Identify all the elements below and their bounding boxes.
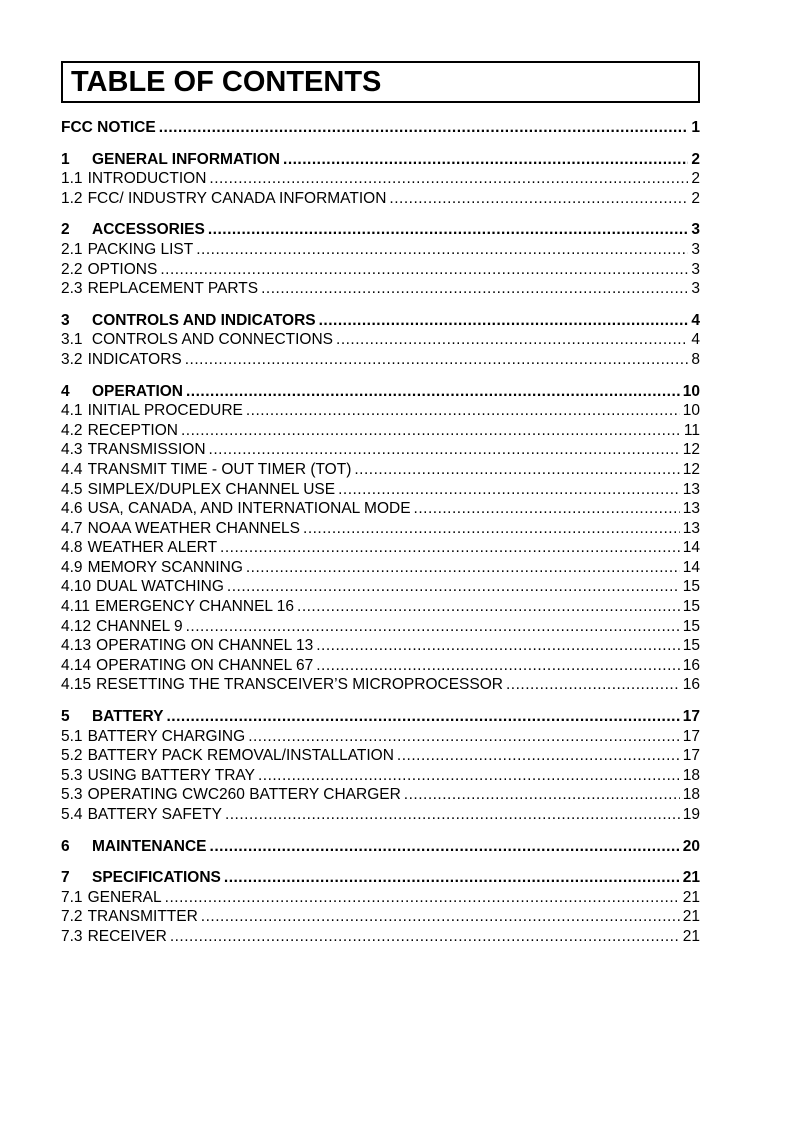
toc-subsection-entry[interactable] xyxy=(61,888,700,908)
toc-entry-title: RECEPTION xyxy=(87,421,178,439)
toc-page-number: 12 xyxy=(682,441,700,459)
toc-entry-number: 5.2 xyxy=(61,747,83,765)
dot-leader xyxy=(201,907,680,927)
toc-section-entry[interactable] xyxy=(61,150,700,170)
toc-entry-title: INTRODUCTION xyxy=(87,170,207,188)
toc-subsection-entry[interactable] xyxy=(61,656,700,676)
toc-entry-number: 7.2 xyxy=(61,908,83,926)
toc-page-number: 18 xyxy=(682,786,700,804)
toc-entry-number: 4.11 xyxy=(61,598,91,616)
toc-entry-number: 3.2 xyxy=(61,350,83,368)
toc-page-number: 15 xyxy=(682,598,700,616)
toc-entry-number: 5.3 xyxy=(61,766,83,784)
toc-entry-label-group xyxy=(61,558,243,578)
toc-page-number: 21 xyxy=(682,908,700,926)
toc-entry-number: 7.3 xyxy=(61,927,83,945)
page-title: TABLE OF CONTENTS xyxy=(71,65,382,98)
toc-page-number: 1 xyxy=(691,119,700,136)
toc-page-number: 15 xyxy=(682,637,700,655)
toc-entry-label-group xyxy=(61,118,156,138)
dot-leader xyxy=(181,421,681,441)
toc-subsection-entry[interactable] xyxy=(61,766,700,786)
toc-page-number: 16 xyxy=(682,676,700,694)
toc-group xyxy=(61,382,700,696)
toc-section-entry[interactable] xyxy=(61,220,700,240)
toc-entry-label-group xyxy=(61,421,178,441)
toc-entry-title: MEMORY SCANNING xyxy=(87,558,243,576)
toc-page-number: 4 xyxy=(691,311,700,329)
toc-section-entry[interactable] xyxy=(61,382,700,402)
toc-entry-title: USA, CANADA, AND INTERNATIONAL MODE xyxy=(87,500,411,518)
toc-entry-number: 5.1 xyxy=(61,727,83,745)
toc-entry-title: GENERAL xyxy=(87,888,162,906)
toc-subsection-entry[interactable] xyxy=(61,260,700,280)
toc-entry-title: PACKING LIST xyxy=(87,240,194,258)
toc-entry-label-group xyxy=(61,675,503,695)
toc-entry-label-group xyxy=(61,888,162,908)
toc-page-number: 2 xyxy=(691,150,700,168)
toc-subsection-entry[interactable] xyxy=(61,330,700,350)
toc-entry-number: 4.3 xyxy=(61,441,83,459)
toc-subsection-entry[interactable] xyxy=(61,538,700,558)
toc-entry-title: CONTROLS AND CONNECTIONS xyxy=(87,331,334,349)
toc-subsection-entry[interactable] xyxy=(61,805,700,825)
toc-page-number: 13 xyxy=(682,480,700,498)
toc-page-number: 3 xyxy=(691,260,700,278)
toc-subsection-entry[interactable] xyxy=(61,279,700,299)
dot-leader xyxy=(186,617,680,637)
toc-entry-title: CHANNEL 9 xyxy=(96,617,183,635)
toc-entry-title: FCC/ INDUSTRY CANADA INFORMATION xyxy=(87,189,387,207)
toc-subsection-entry[interactable] xyxy=(61,169,700,189)
toc-entry-title: USING BATTERY TRAY xyxy=(87,766,255,784)
toc-entry-number: 7 xyxy=(61,869,70,887)
toc-subsection-entry[interactable] xyxy=(61,401,700,421)
dot-leader xyxy=(354,460,679,480)
toc-page-number: 10 xyxy=(682,382,700,400)
toc-entry-label-group xyxy=(61,499,411,519)
toc-entry-number: 2 xyxy=(61,221,70,239)
toc-page-number: 17 xyxy=(682,747,700,765)
toc-page-number: 19 xyxy=(682,806,700,823)
toc-entry-title: OPERATION xyxy=(92,382,183,400)
toc-page-number: 11 xyxy=(683,421,700,439)
dot-leader xyxy=(166,707,679,727)
dot-leader xyxy=(159,118,689,138)
toc-subsection-entry[interactable] xyxy=(61,558,700,578)
toc-entry-number: 4.4 xyxy=(61,460,83,478)
toc-entry-number: 3 xyxy=(61,311,70,329)
toc-entry-number: 4.6 xyxy=(61,500,83,518)
toc-subsection-entry[interactable] xyxy=(61,785,700,805)
toc-entry-label-group xyxy=(61,260,157,280)
toc-page-number: 2 xyxy=(691,189,700,207)
toc-entry-number: 2.3 xyxy=(61,280,83,298)
toc-entry-title: DUAL WATCHING xyxy=(96,578,224,596)
toc-subsection-entry[interactable] xyxy=(61,617,700,637)
toc-entry-label-group xyxy=(61,330,333,350)
toc-entry-number: 4.14 xyxy=(61,656,92,674)
dot-leader xyxy=(210,837,680,857)
toc-entry-number: 7.1 xyxy=(61,888,83,906)
toc-subsection-entry[interactable] xyxy=(61,350,700,370)
toc-entry-label-group xyxy=(61,440,206,460)
dot-leader xyxy=(414,499,680,519)
toc-page-number: 16 xyxy=(682,656,700,674)
toc-group xyxy=(61,868,700,946)
toc-entry-label-group xyxy=(61,169,206,189)
toc-entry-number: 4.5 xyxy=(61,480,83,498)
toc-entry-title: BATTERY CHARGING xyxy=(87,727,246,745)
toc-page-number: 4 xyxy=(691,331,700,349)
toc-page xyxy=(61,61,700,959)
dot-leader xyxy=(316,656,680,676)
toc-page-number: 12 xyxy=(682,460,700,478)
toc-entry-label-group xyxy=(61,189,386,209)
toc-subsection-entry[interactable] xyxy=(61,189,700,209)
toc-group xyxy=(61,837,700,857)
toc-entry-label-group xyxy=(61,927,167,947)
toc-entry-label-group xyxy=(61,150,280,170)
toc-page-number: 17 xyxy=(682,727,700,745)
toc-entry-label-group xyxy=(61,279,258,299)
dot-leader xyxy=(165,888,680,908)
toc-entry-label-group xyxy=(61,868,221,888)
toc-group xyxy=(61,150,700,209)
toc-entry-title: TRANSMIT TIME - OUT TIMER (TOT) xyxy=(87,460,352,478)
toc-entry-label-group xyxy=(61,519,300,539)
dot-leader xyxy=(170,927,680,947)
dot-leader xyxy=(397,746,680,766)
toc-page-number: 17 xyxy=(682,708,700,726)
dot-leader xyxy=(185,350,689,370)
toc-entry-label-group xyxy=(61,707,163,727)
toc-entry-title: RECEIVER xyxy=(87,927,167,945)
toc-entry-number: 2.1 xyxy=(61,240,83,258)
toc-entry-title: BATTERY PACK REMOVAL/INSTALLATION xyxy=(87,747,394,765)
toc-entry-number: 1.1 xyxy=(61,170,83,188)
toc-entry-title: TRANSMISSION xyxy=(87,441,206,459)
toc-entry-label-group xyxy=(61,805,222,825)
toc-page-number: 10 xyxy=(682,402,700,420)
toc-page-number: 13 xyxy=(682,519,700,537)
toc-entry-title: NOAA WEATHER CHANNELS xyxy=(87,519,301,537)
toc-entry-label-group xyxy=(61,382,183,402)
toc-entry-label-group xyxy=(61,597,294,617)
dot-leader xyxy=(209,169,688,189)
toc-section-entry[interactable] xyxy=(61,118,700,138)
dot-leader xyxy=(319,311,689,331)
dot-leader xyxy=(160,260,688,280)
toc-subsection-entry[interactable] xyxy=(61,675,700,695)
dot-leader xyxy=(248,727,680,747)
toc-subsection-entry[interactable] xyxy=(61,460,700,480)
toc-subsection-entry[interactable] xyxy=(61,746,700,766)
toc-subsection-entry[interactable] xyxy=(61,927,700,947)
toc-entry-label-group xyxy=(61,656,313,676)
toc-entry-number: 6 xyxy=(61,837,70,855)
toc-entry-title: EMERGENCY CHANNEL 16 xyxy=(95,598,295,616)
toc-page-number: 15 xyxy=(682,617,700,635)
toc-entry-label-group xyxy=(61,577,224,597)
dot-leader xyxy=(283,150,688,170)
toc-section-entry[interactable] xyxy=(61,837,700,857)
toc-section-entry[interactable] xyxy=(61,311,700,331)
toc-group xyxy=(61,220,700,298)
toc-entry-label-group xyxy=(61,240,193,260)
dot-leader xyxy=(227,577,680,597)
toc-entry-label-group xyxy=(61,401,243,421)
title-box xyxy=(61,61,700,103)
toc-page-number: 13 xyxy=(682,500,700,518)
toc-entry-title: OPERATING ON CHANNEL 13 xyxy=(96,637,314,655)
toc-entry-label-group xyxy=(61,311,316,331)
toc-entry-label-group xyxy=(61,907,198,927)
toc-page-number: 21 xyxy=(682,869,700,887)
toc-entry-number: 3.1 xyxy=(61,331,83,349)
toc-entry-title: SPECIFICATIONS xyxy=(92,869,221,887)
toc-entry-label-group xyxy=(61,480,335,500)
dot-leader xyxy=(389,189,688,209)
toc-entry-number: 4.1 xyxy=(61,402,83,420)
toc-page-number: 21 xyxy=(682,888,700,906)
dot-leader xyxy=(246,558,680,578)
dot-leader xyxy=(506,675,680,695)
toc-subsection-entry[interactable] xyxy=(61,907,700,927)
toc-page-number: 21 xyxy=(682,927,700,945)
dot-leader xyxy=(316,636,680,656)
toc-entry-label-group xyxy=(61,727,245,747)
toc-subsection-entry[interactable] xyxy=(61,636,700,656)
toc-entry-number: 5.3 xyxy=(61,786,83,804)
dot-leader xyxy=(225,805,680,825)
toc-entry-label-group xyxy=(61,766,255,786)
toc-list xyxy=(61,118,700,947)
toc-entry-number: 1.2 xyxy=(61,189,83,207)
toc-subsection-entry[interactable] xyxy=(61,597,700,617)
toc-entry-title: ACCESSORIES xyxy=(92,221,205,239)
toc-entry-label-group xyxy=(61,350,182,370)
toc-group xyxy=(61,118,700,138)
toc-page-number: 8 xyxy=(691,350,700,368)
toc-subsection-entry[interactable] xyxy=(61,440,700,460)
dot-leader xyxy=(297,597,680,617)
toc-entry-title: GENERAL INFORMATION xyxy=(92,150,281,168)
toc-entry-number: 4.8 xyxy=(61,539,83,557)
dot-leader xyxy=(196,240,688,260)
toc-page-number: 3 xyxy=(691,221,700,239)
toc-page-number: 3 xyxy=(691,240,700,258)
toc-entry-title: MAINTENANCE xyxy=(92,837,207,855)
toc-page-number: 18 xyxy=(682,766,700,784)
toc-entry-number: 4.13 xyxy=(61,637,92,655)
dot-leader xyxy=(208,220,689,240)
toc-entry-number: 4.2 xyxy=(61,421,83,439)
dot-leader xyxy=(220,538,680,558)
toc-entry-title: SIMPLEX/DUPLEX CHANNEL USE xyxy=(87,480,336,498)
toc-entry-number: 4 xyxy=(61,382,70,400)
dot-leader xyxy=(404,785,680,805)
toc-page-number: 20 xyxy=(682,837,700,855)
toc-entry-number: 4.7 xyxy=(61,519,83,537)
dot-leader xyxy=(258,766,680,786)
toc-entry-number: 4.15 xyxy=(61,676,92,694)
dot-leader xyxy=(246,401,680,421)
toc-entry-number: 4.12 xyxy=(61,617,92,635)
toc-group xyxy=(61,707,700,825)
toc-entry-title: INITIAL PROCEDURE xyxy=(87,402,243,420)
toc-entry-label-group xyxy=(61,636,313,656)
toc-entry-title: WEATHER ALERT xyxy=(87,539,218,557)
dot-leader xyxy=(261,279,688,299)
toc-page-number: 14 xyxy=(682,539,700,557)
toc-entry-title: OPTIONS xyxy=(87,260,158,278)
toc-entry-title: FCC NOTICE xyxy=(61,119,156,136)
toc-entry-title: CONTROLS AND INDICATORS xyxy=(92,311,316,329)
toc-group xyxy=(61,311,700,370)
toc-subsection-entry[interactable] xyxy=(61,727,700,747)
toc-section-entry[interactable] xyxy=(61,707,700,727)
toc-entry-number: 1 xyxy=(61,150,70,168)
toc-entry-title: REPLACEMENT PARTS xyxy=(87,280,259,298)
toc-subsection-entry[interactable] xyxy=(61,499,700,519)
dot-leader xyxy=(303,519,680,539)
dot-leader xyxy=(338,480,680,500)
toc-entry-title: RESETTING THE TRANSCEIVER’S MICROPROCESSOR xyxy=(96,676,503,694)
toc-entry-title: BATTERY SAFETY xyxy=(87,806,222,823)
toc-entry-number: 4.9 xyxy=(61,558,83,576)
toc-subsection-entry[interactable] xyxy=(61,240,700,260)
toc-entry-number: 2.2 xyxy=(61,260,83,278)
toc-subsection-entry[interactable] xyxy=(61,480,700,500)
dot-leader xyxy=(209,440,680,460)
toc-page-number: 15 xyxy=(682,578,700,596)
toc-entry-number: 5 xyxy=(61,708,70,726)
toc-entry-number: 4.10 xyxy=(61,578,92,596)
toc-entry-label-group xyxy=(61,460,351,480)
toc-entry-label-group xyxy=(61,220,205,240)
dot-leader xyxy=(186,382,680,402)
toc-entry-title: OPERATING CWC260 BATTERY CHARGER xyxy=(87,786,401,804)
toc-entry-number: 5.4 xyxy=(61,806,83,823)
toc-entry-title: OPERATING ON CHANNEL 67 xyxy=(96,656,314,674)
toc-page-number: 2 xyxy=(691,170,700,188)
toc-entry-title: INDICATORS xyxy=(87,350,182,368)
toc-entry-label-group xyxy=(61,837,207,857)
toc-entry-label-group xyxy=(61,746,394,766)
toc-entry-title: TRANSMITTER xyxy=(87,908,198,926)
toc-subsection-entry[interactable] xyxy=(61,421,700,441)
dot-leader xyxy=(224,868,680,888)
toc-subsection-entry[interactable] xyxy=(61,577,700,597)
toc-page-number: 14 xyxy=(682,558,700,576)
dot-leader xyxy=(336,330,688,350)
toc-page-number: 3 xyxy=(691,280,700,298)
toc-entry-title: BATTERY xyxy=(92,708,164,726)
toc-entry-label-group xyxy=(61,617,183,637)
toc-section-entry[interactable] xyxy=(61,868,700,888)
toc-subsection-entry[interactable] xyxy=(61,519,700,539)
toc-entry-label-group xyxy=(61,538,217,558)
toc-entry-label-group xyxy=(61,785,401,805)
